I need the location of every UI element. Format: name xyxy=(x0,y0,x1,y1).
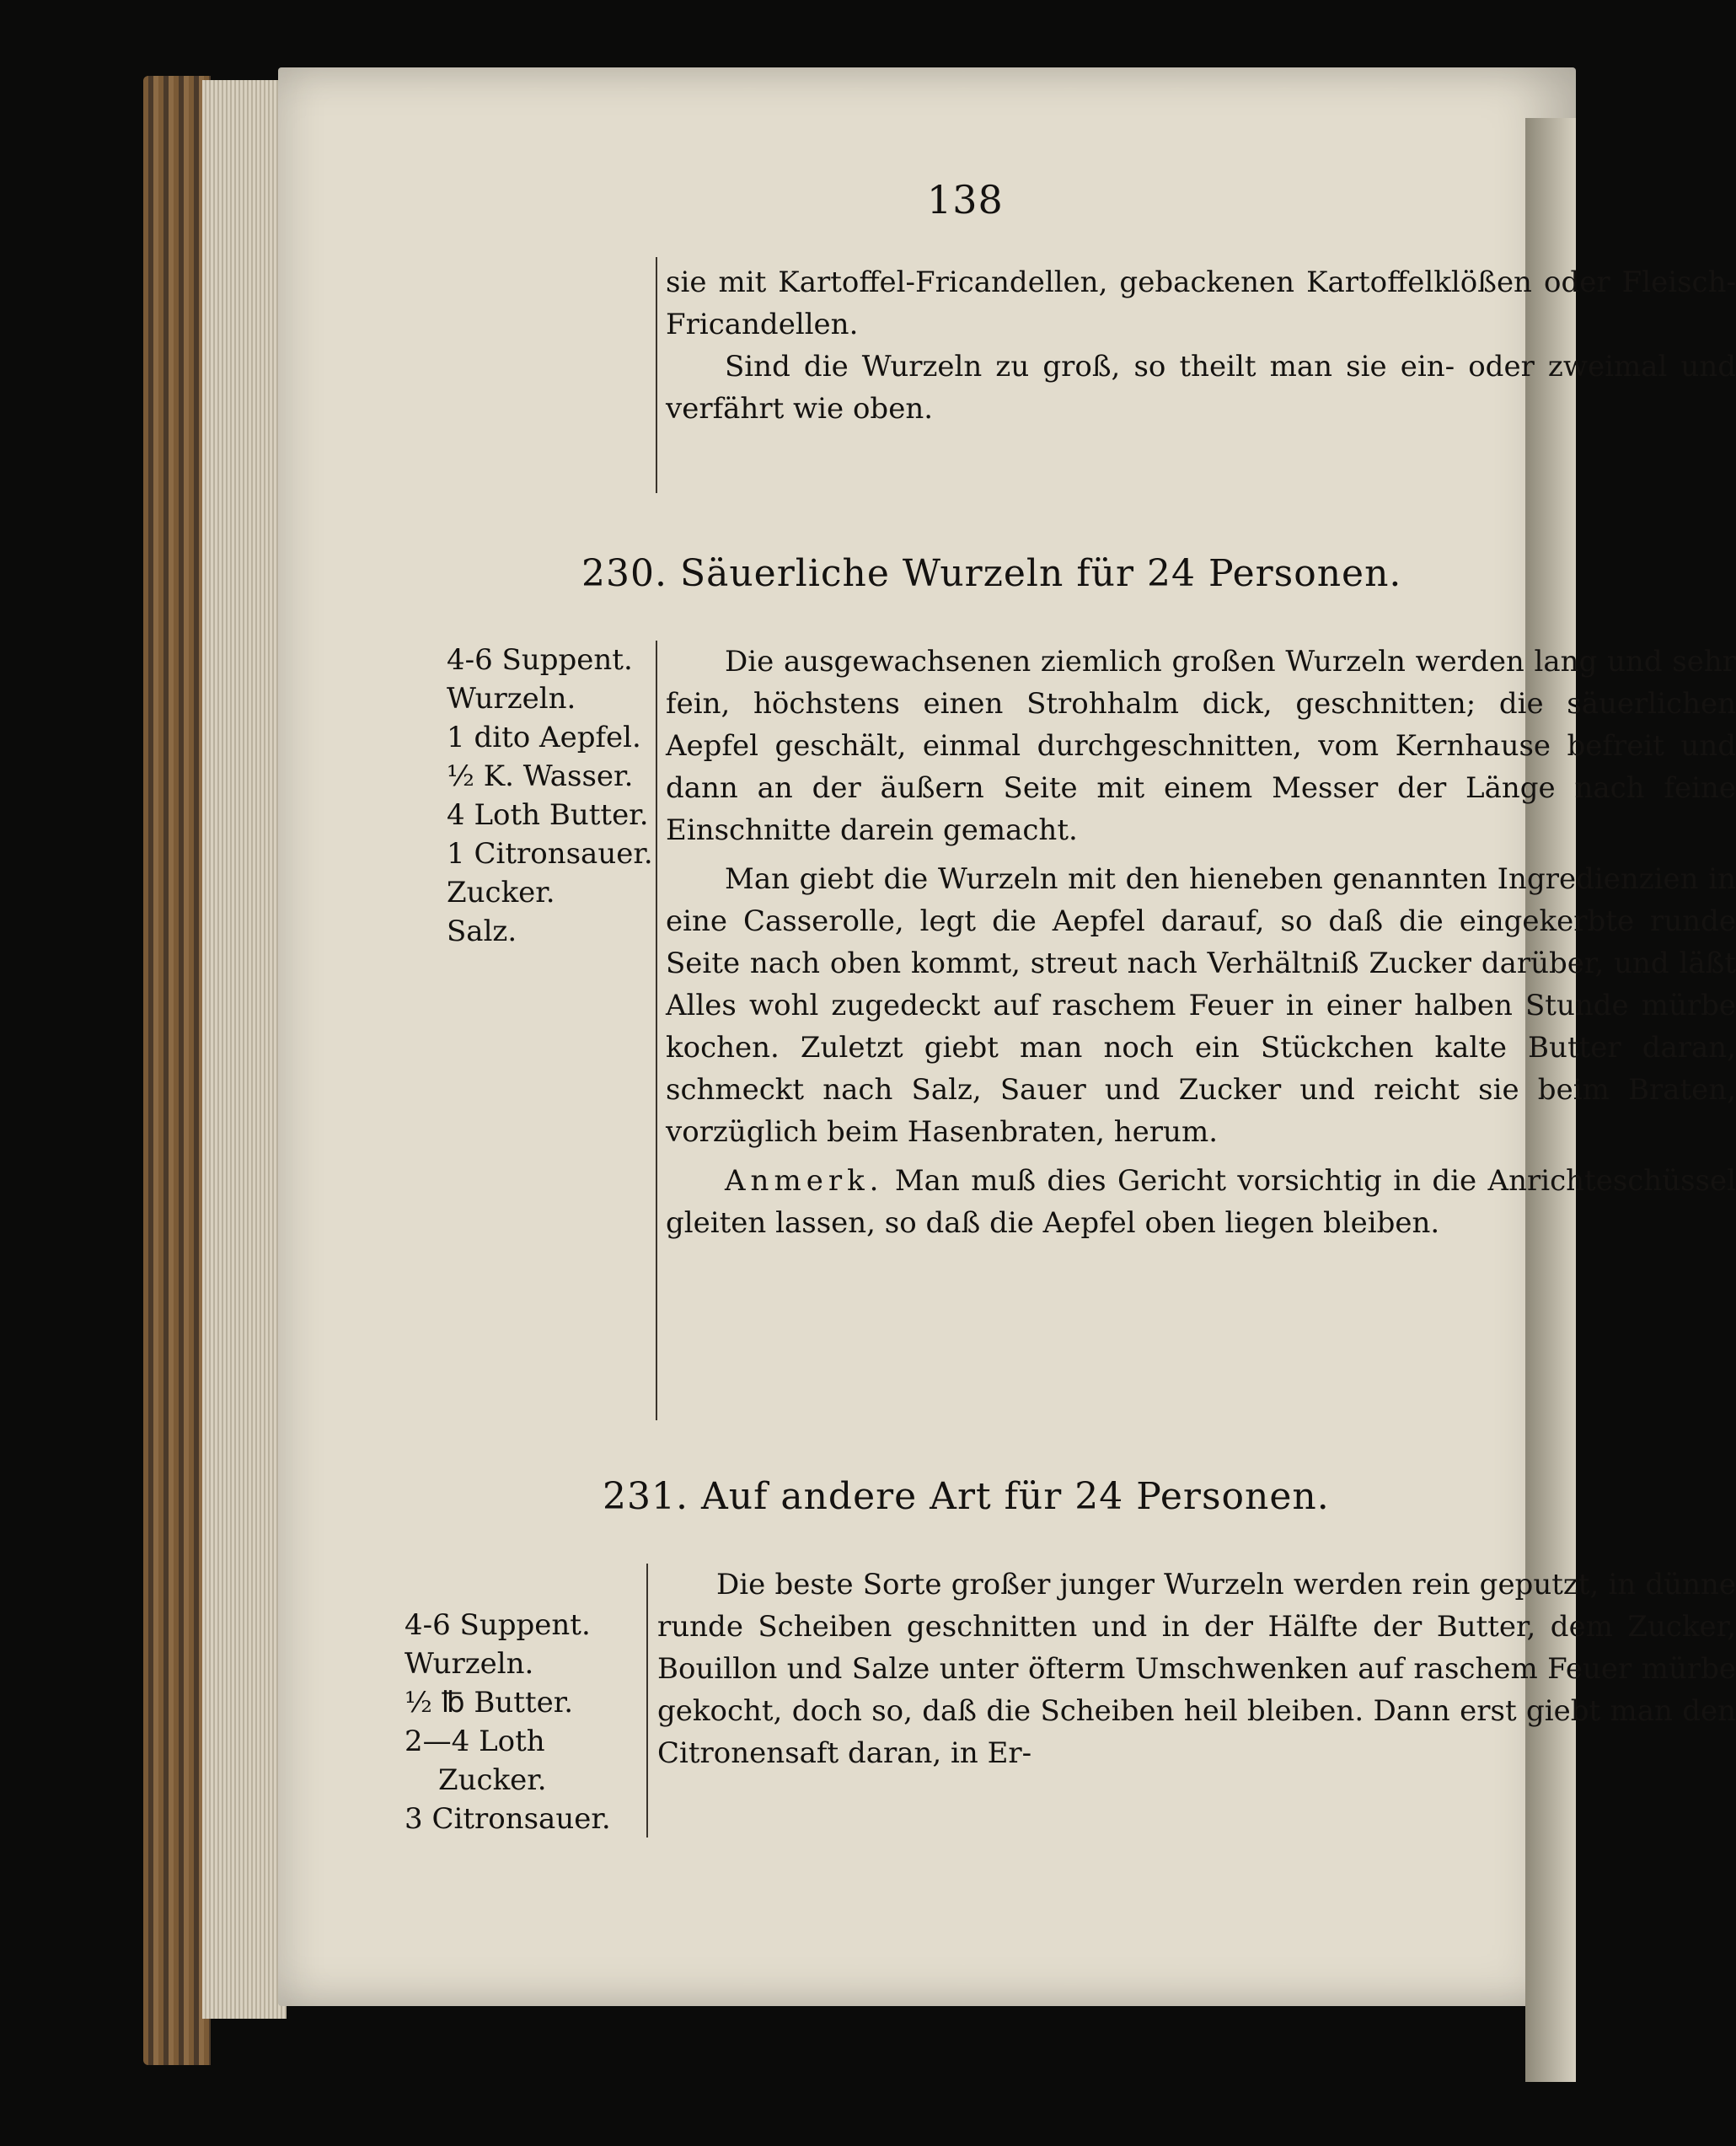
recipe-230-ingredients xyxy=(447,641,653,951)
ingredient: Zucker. xyxy=(438,1763,547,1797)
ingredient: 3 Citronsauer. xyxy=(405,1802,611,1836)
recipe-230-paragraph-2: Man giebt die Wurzeln mit den hieneben genannten Ingredienzien in eine Casserolle, legt die Aepfel darauf, so daß die eingekerbte runde Seite nach oben kommt, streut nach Verhältniß Zucker darüber, und läßt Alles wohl zugedeckt auf raschem Feuer in einer halben Stunde mürbe kochen. Zuletzt giebt man noch ein Stückchen kalte Butter daran, schmeckt nach Salz, Sauer und Zucker und reicht sie beim Braten, vorzüglich beim Hasenbraten, herum. xyxy=(666,862,1736,1149)
book-spine xyxy=(143,76,211,2065)
margin-rule xyxy=(646,1564,648,1838)
ingredient: 4-6 Suppent. xyxy=(447,643,633,677)
page-edges xyxy=(202,80,287,2019)
recipe-230-heading: 230. Säuerliche Wurzeln für 24 Personen. xyxy=(581,552,1402,595)
note-label: Anmerk. xyxy=(725,1164,884,1198)
recipe-231-heading: 231. Auf andere Art für 24 Personen. xyxy=(603,1475,1330,1518)
recipe-231-ingredients xyxy=(405,1606,611,1838)
ingredient: Wurzeln. xyxy=(405,1647,534,1681)
ingredient: Wurzeln. xyxy=(447,682,576,716)
ingredient: 4 Loth Butter. xyxy=(447,798,649,832)
ingredient: ½ ℔ Butter. xyxy=(405,1686,574,1719)
recipe-231-text xyxy=(657,1564,1736,1774)
note-text: Man muß dies Gericht vorsichtig in die Anrichteschüssel gleiten lassen, so daß die Aepfel oben liegen bleiben. xyxy=(666,1164,1736,1240)
recipe-230-paragraph-1: Die ausgewachsenen ziemlich großen Wurzeln werden lang und sehr fein, höchstens einen Strohhalm dick, geschnitten; die säuerlichen Aepfel geschält, einmal durchgeschnitten, vom Kernhause befreit und dann an der äußern Seite mit einem Messer der Länge nach feine Einschnitte darein gemacht. xyxy=(666,645,1736,847)
top-paragraph-line1: sie mit Kartoffel-Fricandellen, gebackenen Kartoffelklößen oder Fleisch-Fricandellen. xyxy=(666,266,1736,341)
ingredient: 1 Citronsauer. xyxy=(447,837,653,871)
ingredient: 2—4 Loth xyxy=(405,1725,545,1758)
recipe-231-paragraph-1: Die beste Sorte großer junger Wurzeln werden rein geputzt, in dünne runde Scheiben geschnitten und in der Hälfte der Butter, dem Zucker, Bouillon und Salze unter öfterm Umschwenken auf raschem Feuer mürbe gekocht, doch so, daß die Scheiben heil bleiben. Dann erst giebt man den Citronensaft daran, in Er- xyxy=(657,1568,1736,1770)
top-paragraph-line2: Sind die Wurzeln zu groß, so theilt man sie ein- oder zweimal und verfährt wie oben. xyxy=(666,350,1736,426)
book-page xyxy=(278,67,1736,2006)
ingredient: ½ K. Wasser. xyxy=(447,759,634,793)
recipe-230-text xyxy=(666,641,1736,1244)
margin-rule xyxy=(656,641,657,1420)
recipe-230-note xyxy=(666,1160,1736,1244)
page-number: 138 xyxy=(927,177,1004,223)
ingredient: Zucker. xyxy=(447,876,555,909)
ingredient: 4-6 Suppent. xyxy=(405,1608,591,1642)
top-paragraph xyxy=(666,261,1736,430)
ingredient: Salz. xyxy=(447,915,517,948)
margin-rule xyxy=(656,257,657,493)
ingredient: 1 dito Aepfel. xyxy=(447,721,641,754)
